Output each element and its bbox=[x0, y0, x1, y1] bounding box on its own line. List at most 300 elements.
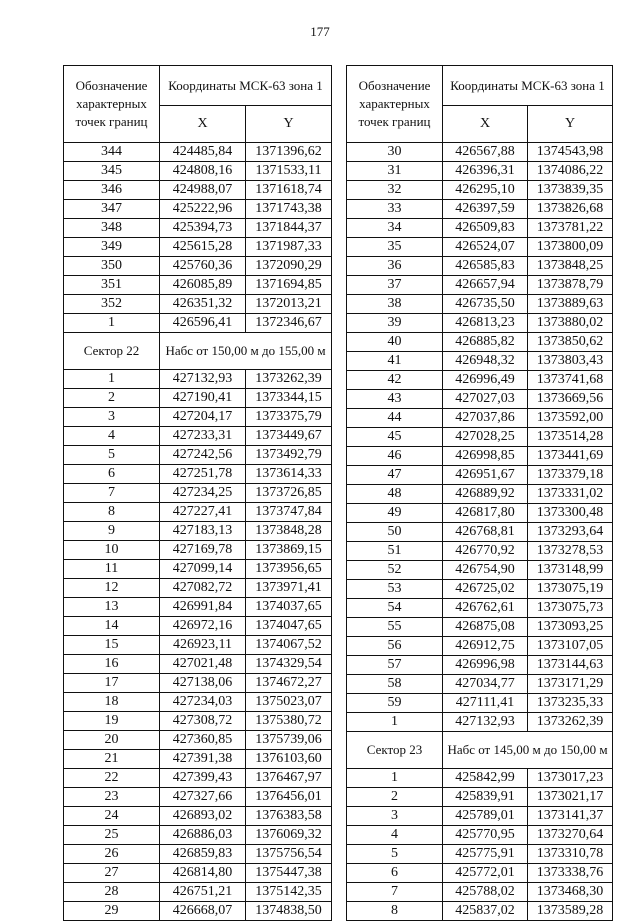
coord-x: 424485,84 bbox=[160, 143, 246, 162]
coord-x: 426735,50 bbox=[443, 295, 528, 314]
coord-y: 1373878,79 bbox=[528, 276, 613, 295]
point-number: 17 bbox=[64, 674, 160, 693]
point-number: 34 bbox=[347, 219, 443, 238]
point-number: 47 bbox=[347, 466, 443, 485]
coord-y: 1374067,52 bbox=[246, 636, 332, 655]
point-number: 15 bbox=[64, 636, 160, 655]
coord-y: 1373848,28 bbox=[246, 522, 332, 541]
point-number: 29 bbox=[64, 902, 160, 921]
coord-x: 427391,38 bbox=[160, 750, 246, 769]
point-number: 347 bbox=[64, 200, 160, 219]
coord-x: 425760,36 bbox=[160, 257, 246, 276]
table-row bbox=[347, 618, 613, 637]
coord-y: 1373492,79 bbox=[246, 446, 332, 465]
point-number: 36 bbox=[347, 257, 443, 276]
coord-y: 1373375,79 bbox=[246, 408, 332, 427]
table-row bbox=[347, 485, 613, 504]
header-y: Y bbox=[528, 106, 613, 143]
coord-y: 1373889,63 bbox=[528, 295, 613, 314]
coord-y: 1373741,68 bbox=[528, 371, 613, 390]
coord-y: 1376456,01 bbox=[246, 788, 332, 807]
coord-y: 1373144,63 bbox=[528, 656, 613, 675]
coord-x: 426991,84 bbox=[160, 598, 246, 617]
table-row bbox=[64, 314, 332, 333]
point-number: 26 bbox=[64, 845, 160, 864]
coord-x: 427204,17 bbox=[160, 408, 246, 427]
coord-x: 424808,16 bbox=[160, 162, 246, 181]
header-x: X bbox=[160, 106, 246, 143]
table-row bbox=[347, 713, 613, 732]
coord-y: 1372346,67 bbox=[246, 314, 332, 333]
point-number: 10 bbox=[64, 541, 160, 560]
coord-x: 426998,85 bbox=[443, 447, 528, 466]
table-row bbox=[64, 598, 332, 617]
point-number: 348 bbox=[64, 219, 160, 238]
coord-x: 427227,41 bbox=[160, 503, 246, 522]
table-row bbox=[347, 523, 613, 542]
point-number: 53 bbox=[347, 580, 443, 599]
coord-x: 427132,93 bbox=[443, 713, 528, 732]
coord-y: 1373310,78 bbox=[528, 845, 613, 864]
coord-x: 425222,96 bbox=[160, 200, 246, 219]
coord-x: 427327,66 bbox=[160, 788, 246, 807]
coord-y: 1373614,33 bbox=[246, 465, 332, 484]
coord-x: 426524,07 bbox=[443, 238, 528, 257]
table-row bbox=[64, 731, 332, 750]
coord-x: 427111,41 bbox=[443, 694, 528, 713]
coord-y: 1376103,60 bbox=[246, 750, 332, 769]
table-row bbox=[64, 219, 332, 238]
coord-y: 1373441,69 bbox=[528, 447, 613, 466]
coord-y: 1376467,97 bbox=[246, 769, 332, 788]
table-row bbox=[64, 826, 332, 845]
coord-x: 426875,08 bbox=[443, 618, 528, 637]
point-number: 32 bbox=[347, 181, 443, 200]
point-number: 55 bbox=[347, 618, 443, 637]
coord-x: 427242,56 bbox=[160, 446, 246, 465]
table-row bbox=[347, 390, 613, 409]
point-number: 16 bbox=[64, 655, 160, 674]
point-number: 4 bbox=[347, 826, 443, 845]
coord-x: 427234,25 bbox=[160, 484, 246, 503]
table-row bbox=[347, 466, 613, 485]
coord-x: 426885,82 bbox=[443, 333, 528, 352]
coord-y: 1373800,09 bbox=[528, 238, 613, 257]
coord-y: 1371396,62 bbox=[246, 143, 332, 162]
table-row bbox=[64, 788, 332, 807]
coord-y: 1371844,37 bbox=[246, 219, 332, 238]
table-row bbox=[64, 162, 332, 181]
point-number: 43 bbox=[347, 390, 443, 409]
coord-x: 427233,31 bbox=[160, 427, 246, 446]
point-number: 350 bbox=[64, 257, 160, 276]
coord-y: 1373726,85 bbox=[246, 484, 332, 503]
coord-x: 426948,32 bbox=[443, 352, 528, 371]
coord-y: 1373826,68 bbox=[528, 200, 613, 219]
coord-x: 427308,72 bbox=[160, 712, 246, 731]
coord-y: 1373262,39 bbox=[246, 370, 332, 389]
coord-y: 1376383,58 bbox=[246, 807, 332, 826]
coord-y: 1376069,32 bbox=[246, 826, 332, 845]
table-row bbox=[347, 504, 613, 523]
coord-x: 427132,93 bbox=[160, 370, 246, 389]
coord-y: 1373075,73 bbox=[528, 599, 613, 618]
coord-y: 1373839,35 bbox=[528, 181, 613, 200]
coord-y: 1373379,18 bbox=[528, 466, 613, 485]
coord-y: 1375380,72 bbox=[246, 712, 332, 731]
point-number: 2 bbox=[347, 788, 443, 807]
point-number: 21 bbox=[64, 750, 160, 769]
point-number: 50 bbox=[347, 523, 443, 542]
coord-y: 1373270,64 bbox=[528, 826, 613, 845]
coord-x: 426893,02 bbox=[160, 807, 246, 826]
table-row bbox=[64, 845, 332, 864]
coord-y: 1373669,56 bbox=[528, 390, 613, 409]
coord-y: 1374037,65 bbox=[246, 598, 332, 617]
coord-x: 426951,67 bbox=[443, 466, 528, 485]
coord-x: 425842,99 bbox=[443, 769, 528, 788]
table-row bbox=[64, 883, 332, 902]
coord-x: 427190,41 bbox=[160, 389, 246, 408]
point-number: 2 bbox=[64, 389, 160, 408]
header-points-label: Обозначение характерных точек границ bbox=[347, 66, 443, 143]
table-row bbox=[64, 750, 332, 769]
point-number: 8 bbox=[347, 902, 443, 921]
point-number: 6 bbox=[64, 465, 160, 484]
coord-x: 426859,83 bbox=[160, 845, 246, 864]
coord-x: 426886,03 bbox=[160, 826, 246, 845]
sector-label: Сектор 22 bbox=[64, 333, 160, 370]
coord-x: 427138,06 bbox=[160, 674, 246, 693]
point-number: 30 bbox=[347, 143, 443, 162]
coord-y: 1373848,25 bbox=[528, 257, 613, 276]
coord-x: 425789,01 bbox=[443, 807, 528, 826]
coord-y: 1373344,15 bbox=[246, 389, 332, 408]
table-row bbox=[64, 902, 332, 921]
coord-y: 1373589,28 bbox=[528, 902, 613, 921]
point-number: 1 bbox=[64, 370, 160, 389]
coord-y: 1373235,33 bbox=[528, 694, 613, 713]
coord-x: 426814,80 bbox=[160, 864, 246, 883]
table-row bbox=[347, 542, 613, 561]
table-row bbox=[64, 427, 332, 446]
point-number: 40 bbox=[347, 333, 443, 352]
point-number: 28 bbox=[64, 883, 160, 902]
coord-x: 425839,91 bbox=[443, 788, 528, 807]
coord-y: 1375023,07 bbox=[246, 693, 332, 712]
coord-x: 427099,14 bbox=[160, 560, 246, 579]
point-number: 35 bbox=[347, 238, 443, 257]
table-row bbox=[64, 143, 332, 162]
coord-x: 426509,83 bbox=[443, 219, 528, 238]
table-row bbox=[64, 579, 332, 598]
point-number: 25 bbox=[64, 826, 160, 845]
table-row bbox=[347, 864, 613, 883]
coord-x: 426657,94 bbox=[443, 276, 528, 295]
coord-y: 1373747,84 bbox=[246, 503, 332, 522]
table-row bbox=[347, 276, 613, 295]
coordinates-body-left bbox=[64, 143, 332, 921]
coord-y: 1373514,28 bbox=[528, 428, 613, 447]
table-row bbox=[64, 560, 332, 579]
point-number: 8 bbox=[64, 503, 160, 522]
coord-x: 426751,21 bbox=[160, 883, 246, 902]
point-number: 5 bbox=[64, 446, 160, 465]
sector-row bbox=[64, 333, 332, 370]
point-number: 7 bbox=[347, 883, 443, 902]
table-row bbox=[64, 522, 332, 541]
coord-x: 426817,80 bbox=[443, 504, 528, 523]
coord-y: 1373017,23 bbox=[528, 769, 613, 788]
coord-x: 425788,02 bbox=[443, 883, 528, 902]
table-row bbox=[64, 257, 332, 276]
table-row bbox=[64, 389, 332, 408]
coord-x: 427399,43 bbox=[160, 769, 246, 788]
coord-y: 1372013,21 bbox=[246, 295, 332, 314]
point-number: 5 bbox=[347, 845, 443, 864]
table-row bbox=[64, 181, 332, 200]
coord-x: 426923,11 bbox=[160, 636, 246, 655]
point-number: 42 bbox=[347, 371, 443, 390]
table-row bbox=[347, 694, 613, 713]
coord-x: 427028,25 bbox=[443, 428, 528, 447]
header-x: X bbox=[443, 106, 528, 143]
coord-x: 425775,91 bbox=[443, 845, 528, 864]
coord-x: 426996,49 bbox=[443, 371, 528, 390]
table-row bbox=[347, 788, 613, 807]
table-row bbox=[64, 408, 332, 427]
table-row bbox=[347, 257, 613, 276]
header-y: Y bbox=[246, 106, 332, 143]
coord-y: 1373262,39 bbox=[528, 713, 613, 732]
table-row bbox=[347, 352, 613, 371]
table-row bbox=[347, 143, 613, 162]
point-number: 27 bbox=[64, 864, 160, 883]
coord-x: 427037,86 bbox=[443, 409, 528, 428]
coord-x: 426768,81 bbox=[443, 523, 528, 542]
coord-x: 427034,77 bbox=[443, 675, 528, 694]
point-number: 1 bbox=[347, 769, 443, 788]
coord-y: 1374838,50 bbox=[246, 902, 332, 921]
coord-x: 425394,73 bbox=[160, 219, 246, 238]
coord-y: 1373148,99 bbox=[528, 561, 613, 580]
coord-x: 426770,92 bbox=[443, 542, 528, 561]
table-row bbox=[64, 864, 332, 883]
coordinates-table-right bbox=[346, 65, 613, 921]
table-row bbox=[64, 674, 332, 693]
table-row bbox=[347, 409, 613, 428]
coord-y: 1373107,05 bbox=[528, 637, 613, 656]
coord-x: 426813,23 bbox=[443, 314, 528, 333]
table-row bbox=[347, 181, 613, 200]
point-number: 56 bbox=[347, 637, 443, 656]
coord-x: 426567,88 bbox=[443, 143, 528, 162]
coord-y: 1371694,85 bbox=[246, 276, 332, 295]
point-number: 7 bbox=[64, 484, 160, 503]
point-number: 38 bbox=[347, 295, 443, 314]
coord-x: 426596,41 bbox=[160, 314, 246, 333]
point-number: 37 bbox=[347, 276, 443, 295]
point-number: 31 bbox=[347, 162, 443, 181]
point-number: 46 bbox=[347, 447, 443, 466]
table-row bbox=[64, 446, 332, 465]
point-number: 346 bbox=[64, 181, 160, 200]
table-row bbox=[347, 826, 613, 845]
table-row bbox=[64, 807, 332, 826]
coord-x: 426725,02 bbox=[443, 580, 528, 599]
point-number: 52 bbox=[347, 561, 443, 580]
table-row bbox=[64, 712, 332, 731]
sector-label: Сектор 23 bbox=[347, 732, 443, 769]
coord-y: 1373803,43 bbox=[528, 352, 613, 371]
coord-y: 1372090,29 bbox=[246, 257, 332, 276]
coordinates-body-right bbox=[347, 143, 613, 921]
table-row bbox=[347, 580, 613, 599]
point-number: 349 bbox=[64, 238, 160, 257]
coord-x: 426996,98 bbox=[443, 656, 528, 675]
coord-x: 426397,59 bbox=[443, 200, 528, 219]
coord-x: 427360,85 bbox=[160, 731, 246, 750]
table-row bbox=[64, 636, 332, 655]
table-row bbox=[347, 807, 613, 826]
coord-x: 426762,61 bbox=[443, 599, 528, 618]
table-row bbox=[64, 503, 332, 522]
coord-y: 1375142,35 bbox=[246, 883, 332, 902]
point-number: 44 bbox=[347, 409, 443, 428]
coord-y: 1373141,37 bbox=[528, 807, 613, 826]
point-number: 48 bbox=[347, 485, 443, 504]
coord-x: 426351,32 bbox=[160, 295, 246, 314]
coord-y: 1371743,38 bbox=[246, 200, 332, 219]
coord-y: 1373171,29 bbox=[528, 675, 613, 694]
coord-y: 1373449,67 bbox=[246, 427, 332, 446]
coord-x: 424988,07 bbox=[160, 181, 246, 200]
table-row bbox=[64, 465, 332, 484]
coord-y: 1373331,02 bbox=[528, 485, 613, 504]
point-number: 33 bbox=[347, 200, 443, 219]
table-row bbox=[347, 561, 613, 580]
coord-x: 427234,03 bbox=[160, 693, 246, 712]
point-number: 57 bbox=[347, 656, 443, 675]
point-number: 11 bbox=[64, 560, 160, 579]
coord-y: 1373956,65 bbox=[246, 560, 332, 579]
coord-x: 425615,28 bbox=[160, 238, 246, 257]
table-row bbox=[347, 333, 613, 352]
sector-row bbox=[347, 732, 613, 769]
table-row bbox=[347, 295, 613, 314]
table-row bbox=[347, 447, 613, 466]
point-number: 13 bbox=[64, 598, 160, 617]
point-number: 49 bbox=[347, 504, 443, 523]
coord-x: 426396,31 bbox=[443, 162, 528, 181]
point-number: 18 bbox=[64, 693, 160, 712]
point-number: 3 bbox=[347, 807, 443, 826]
table-row bbox=[347, 371, 613, 390]
coord-x: 427169,78 bbox=[160, 541, 246, 560]
coord-y: 1373971,41 bbox=[246, 579, 332, 598]
point-number: 6 bbox=[347, 864, 443, 883]
table-row bbox=[347, 162, 613, 181]
table-row bbox=[347, 238, 613, 257]
coord-y: 1371533,11 bbox=[246, 162, 332, 181]
coord-x: 427082,72 bbox=[160, 579, 246, 598]
point-number: 4 bbox=[64, 427, 160, 446]
point-number: 59 bbox=[347, 694, 443, 713]
coord-y: 1373781,22 bbox=[528, 219, 613, 238]
point-number: 14 bbox=[64, 617, 160, 636]
point-number: 39 bbox=[347, 314, 443, 333]
point-number: 12 bbox=[64, 579, 160, 598]
table-row bbox=[347, 902, 613, 921]
point-number: 51 bbox=[347, 542, 443, 561]
header-points-label: Обозначение характерных точек границ bbox=[64, 66, 160, 143]
point-number: 352 bbox=[64, 295, 160, 314]
table-row bbox=[64, 693, 332, 712]
point-number: 1 bbox=[64, 314, 160, 333]
table-row bbox=[347, 675, 613, 694]
coord-y: 1374672,27 bbox=[246, 674, 332, 693]
point-number: 3 bbox=[64, 408, 160, 427]
table-row bbox=[64, 276, 332, 295]
coord-x: 426754,90 bbox=[443, 561, 528, 580]
coord-x: 427021,48 bbox=[160, 655, 246, 674]
point-number: 45 bbox=[347, 428, 443, 447]
coord-y: 1374543,98 bbox=[528, 143, 613, 162]
table-row bbox=[347, 428, 613, 447]
coord-y: 1375447,38 bbox=[246, 864, 332, 883]
coord-y: 1371987,33 bbox=[246, 238, 332, 257]
table-row bbox=[64, 484, 332, 503]
coord-x: 425770,95 bbox=[443, 826, 528, 845]
coord-x: 426668,07 bbox=[160, 902, 246, 921]
table-row bbox=[347, 599, 613, 618]
coord-y: 1373278,53 bbox=[528, 542, 613, 561]
table-row bbox=[347, 656, 613, 675]
coord-y: 1373592,00 bbox=[528, 409, 613, 428]
point-number: 19 bbox=[64, 712, 160, 731]
coord-y: 1375739,06 bbox=[246, 731, 332, 750]
coord-y: 1373869,15 bbox=[246, 541, 332, 560]
coord-y: 1373093,25 bbox=[528, 618, 613, 637]
coord-y: 1374329,54 bbox=[246, 655, 332, 674]
coord-x: 426585,83 bbox=[443, 257, 528, 276]
table-row bbox=[64, 617, 332, 636]
sector-height-range: Набс от 145,00 м до 150,00 м bbox=[443, 732, 613, 769]
sector-height-range: Набс от 150,00 м до 155,00 м bbox=[160, 333, 332, 370]
table-row bbox=[64, 200, 332, 219]
table-row bbox=[347, 219, 613, 238]
table-row bbox=[64, 769, 332, 788]
table-row bbox=[347, 200, 613, 219]
coord-x: 425772,01 bbox=[443, 864, 528, 883]
table-row bbox=[347, 769, 613, 788]
point-number: 344 bbox=[64, 143, 160, 162]
coord-y: 1374047,65 bbox=[246, 617, 332, 636]
coord-x: 425837,02 bbox=[443, 902, 528, 921]
coord-x: 427027,03 bbox=[443, 390, 528, 409]
coord-x: 426912,75 bbox=[443, 637, 528, 656]
coord-y: 1374086,22 bbox=[528, 162, 613, 181]
header-coords-title: Координаты МСК-63 зона 1 bbox=[443, 66, 613, 106]
coord-y: 1373300,48 bbox=[528, 504, 613, 523]
coord-y: 1371618,74 bbox=[246, 181, 332, 200]
table-row bbox=[347, 637, 613, 656]
point-number: 54 bbox=[347, 599, 443, 618]
coord-x: 426972,16 bbox=[160, 617, 246, 636]
point-number: 20 bbox=[64, 731, 160, 750]
table-row bbox=[347, 883, 613, 902]
table-row bbox=[64, 541, 332, 560]
